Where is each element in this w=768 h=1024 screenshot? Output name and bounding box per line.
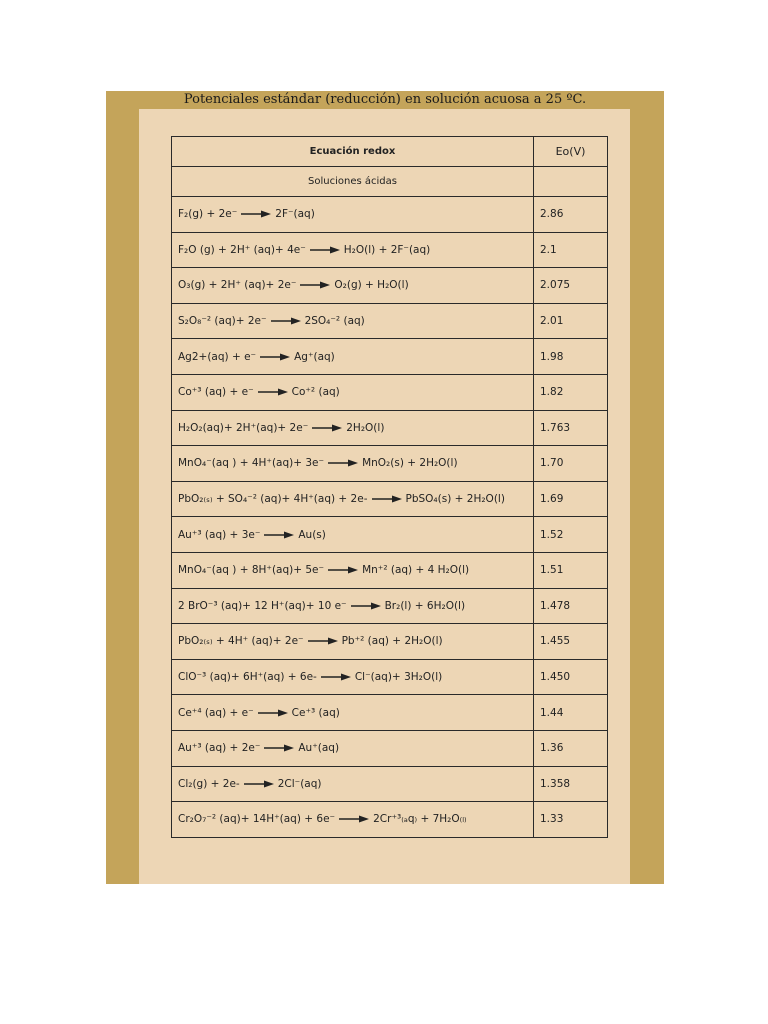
potential-cell: 1.455 (534, 624, 608, 660)
potential-cell: 1.98 (534, 339, 608, 375)
potential-cell: 1.69 (534, 481, 608, 517)
products: Co⁺² (aq) (291, 386, 340, 399)
potential-cell: 2.075 (534, 268, 608, 304)
table-row (172, 695, 608, 731)
potential-cell: 1.478 (534, 588, 608, 624)
equation-cell (172, 766, 534, 802)
products: 2Cr⁺³₍ₐq₎ + 7H₂O₍ₗ₎ (373, 813, 467, 826)
arrow-right-icon (308, 637, 338, 645)
potential-cell: 2.86 (534, 197, 608, 233)
arrow-right-icon (312, 424, 342, 432)
potential-cell: 1.358 (534, 766, 608, 802)
subheader-empty-cell (534, 167, 608, 197)
potential-cell: 1.52 (534, 517, 608, 553)
equation-cell (172, 517, 534, 553)
table-row (172, 232, 608, 268)
products: 2H₂O(l) (346, 421, 385, 434)
reactants: MnO₄⁻(aq ) + 4H⁺(aq)+ 3e⁻ (178, 457, 325, 470)
equation-cell (172, 624, 534, 660)
table-row (172, 374, 608, 410)
reactants: ClO⁻³ (aq)+ 6H⁺(aq) + 6e- (178, 671, 317, 684)
table-row (172, 481, 608, 517)
equation-cell (172, 552, 534, 588)
arrow-right-icon (310, 246, 340, 254)
products: 2F⁻(aq) (275, 208, 315, 221)
page-title: Potenciales estándar (reducción) en solución acuosa a 25 ºC. (183, 92, 587, 107)
reactants: Ce⁺⁴ (aq) + e⁻ (178, 706, 254, 719)
reactants: Au⁺³ (aq) + 3e⁻ (178, 528, 261, 541)
potential-cell: 2.01 (534, 303, 608, 339)
table-row (172, 659, 608, 695)
equation-cell (172, 588, 534, 624)
header-equation: Ecuación redox (172, 137, 534, 167)
reactants: MnO₄⁻(aq ) + 8H⁺(aq)+ 5e⁻ (178, 564, 325, 577)
table-row (172, 552, 608, 588)
arrow-right-icon (264, 531, 294, 539)
table-header-row (172, 137, 608, 167)
reactants: H₂O₂(aq)+ 2H⁺(aq)+ 2e⁻ (178, 421, 309, 434)
table-row (172, 303, 608, 339)
products: Pb⁺² (aq) + 2H₂O(l) (341, 635, 443, 648)
equation-cell (172, 659, 534, 695)
table-row (172, 446, 608, 482)
table-row (172, 624, 608, 660)
redox-potentials-table (171, 136, 608, 838)
potential-cell: 1.450 (534, 659, 608, 695)
arrow-right-icon (339, 815, 369, 823)
table-row (172, 588, 608, 624)
arrow-right-icon (372, 495, 402, 503)
reactants: 2 BrO⁻³ (aq)+ 12 H⁺(aq)+ 10 e⁻ (178, 599, 347, 612)
table-row (172, 410, 608, 446)
table-row (172, 730, 608, 766)
products: 2Cl⁻(aq) (277, 777, 322, 790)
products: 2SO₄⁻² (aq) (304, 315, 365, 328)
products: O₂(g) + H₂O(l) (334, 279, 409, 292)
reactants: Cr₂O₇⁻² (aq)+ 14H⁺(aq) + 6e⁻ (178, 813, 336, 826)
equation-cell (172, 374, 534, 410)
reactants: F₂O (g) + 2H⁺ (aq)+ 4e⁻ (178, 243, 306, 256)
products: Ag⁺(aq) (294, 350, 335, 363)
products: Mn⁺² (aq) + 4 H₂O(l) (362, 564, 470, 577)
document-frame (106, 91, 664, 884)
equation-cell (172, 802, 534, 838)
reactants: PbO₂₍ₛ₎ + SO₄⁻² (aq)+ 4H⁺(aq) + 2e- (178, 493, 368, 506)
reactants: S₂O₈⁻² (aq)+ 2e⁻ (178, 315, 267, 328)
table-row (172, 802, 608, 838)
table-row (172, 268, 608, 304)
arrow-right-icon (351, 602, 381, 610)
arrow-right-icon (244, 780, 274, 788)
potential-cell: 1.44 (534, 695, 608, 731)
arrow-right-icon (328, 566, 358, 574)
arrow-right-icon (260, 353, 290, 361)
potential-cell: 1.82 (534, 374, 608, 410)
products: Br₂(l) + 6H₂O(l) (384, 599, 466, 612)
equation-cell (172, 410, 534, 446)
reactants: Co⁺³ (aq) + e⁻ (178, 386, 254, 399)
equation-cell (172, 695, 534, 731)
potential-cell: 1.33 (534, 802, 608, 838)
arrow-right-icon (300, 281, 330, 289)
equation-cell (172, 197, 534, 233)
equation-cell (172, 232, 534, 268)
arrow-right-icon (258, 709, 288, 717)
arrow-right-icon (264, 744, 294, 752)
products: Ce⁺³ (aq) (291, 706, 340, 719)
potential-cell: 1.763 (534, 410, 608, 446)
potential-cell: 2.1 (534, 232, 608, 268)
potential-cell: 1.36 (534, 730, 608, 766)
table-panel (139, 109, 630, 884)
equation-cell (172, 303, 534, 339)
equation-cell (172, 446, 534, 482)
reactants: Ag2+(aq) + e⁻ (178, 350, 257, 363)
equation-cell (172, 481, 534, 517)
potential-cell: 1.51 (534, 552, 608, 588)
header-potential: Eo(V) (534, 137, 608, 167)
reactants: O₃(g) + 2H⁺ (aq)+ 2e⁻ (178, 279, 297, 292)
subheader-row (172, 167, 608, 197)
products: MnO₂(s) + 2H₂O(l) (362, 457, 458, 470)
reactants: PbO₂₍ₛ₎ + 4H⁺ (aq)+ 2e⁻ (178, 635, 304, 648)
potential-cell: 1.70 (534, 446, 608, 482)
products: Au(s) (298, 528, 326, 541)
products: PbSO₄(s) + 2H₂O(l) (405, 493, 505, 506)
table-row (172, 766, 608, 802)
reactants: Cl₂(g) + 2e- (178, 777, 240, 790)
arrow-right-icon (271, 317, 301, 325)
arrow-right-icon (328, 459, 358, 467)
equation-cell (172, 339, 534, 375)
arrow-right-icon (321, 673, 351, 681)
products: Cl⁻(aq)+ 3H₂O(l) (354, 671, 443, 684)
arrow-right-icon (258, 388, 288, 396)
equation-cell (172, 730, 534, 766)
table-row (172, 197, 608, 233)
equation-cell (172, 268, 534, 304)
reactants: Au⁺³ (aq) + 2e⁻ (178, 742, 261, 755)
products: H₂O(l) + 2F⁻(aq) (343, 243, 431, 256)
table-row (172, 517, 608, 553)
reactants: F₂(g) + 2e⁻ (178, 208, 238, 221)
table-row (172, 339, 608, 375)
subheader-acid-solutions: Soluciones ácidas (172, 167, 534, 197)
arrow-right-icon (241, 210, 271, 218)
products: Au⁺(aq) (298, 742, 340, 755)
